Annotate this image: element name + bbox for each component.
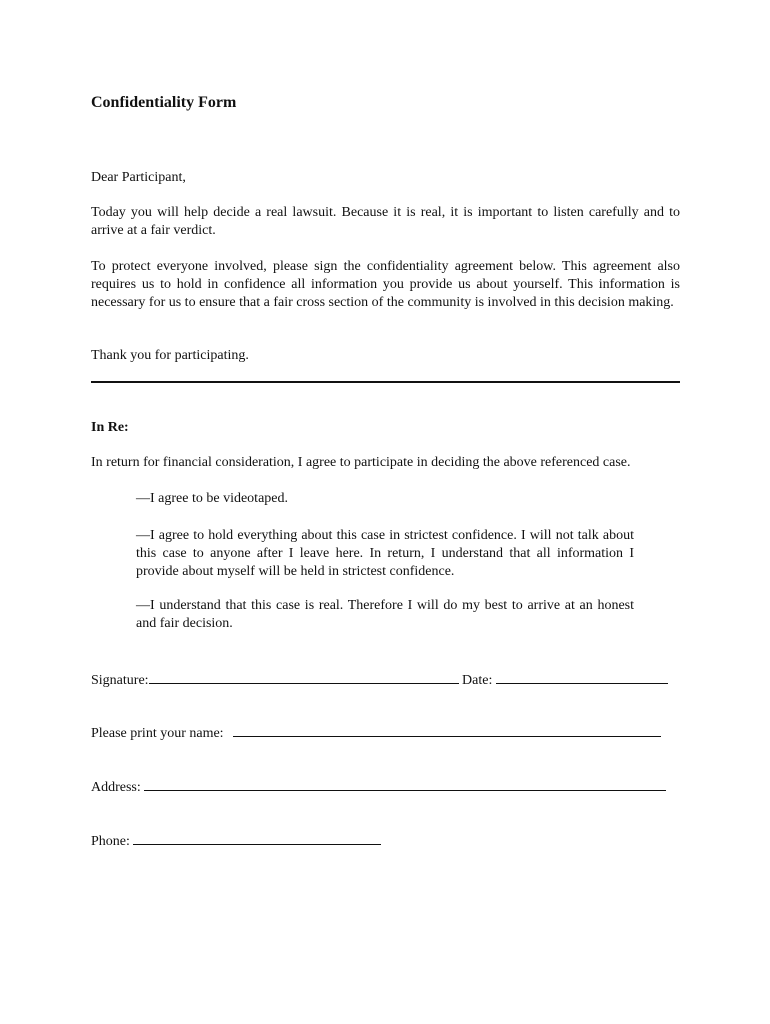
protection-paragraph: To protect everyone involved, please sign the confidentiality agreement below. This agreement also requires us to hold in confidence all information you provide us about yourself. This information is necessary for us to ensure that a fair cross section of the community is involved in this decision making. [91,259,680,310]
date-label: Date: [462,673,493,688]
address-row [91,776,666,796]
address-field[interactable] [144,776,666,791]
section-divider [91,381,680,383]
salutation: Dear Participant, [91,170,186,185]
form-title: Confidentiality Form [91,94,237,111]
address-label: Address: [91,780,141,795]
intro-paragraph: Today you will help decide a real lawsuit. Because it is real, it is important to listen carefully and to arrive at a fair verdict. [91,205,680,238]
signature-field[interactable] [149,669,459,684]
name-label: Please print your name: [91,726,224,741]
phone-label: Phone: [91,834,130,849]
name-field[interactable] [233,722,661,737]
signature-label: Signature: [91,673,149,688]
phone-row [91,830,381,850]
date-field[interactable] [496,669,668,684]
phone-field[interactable] [133,830,381,845]
in-re-label: In Re: [91,420,129,435]
agreement-item-videotaped: —I agree to be videotaped. [136,491,288,506]
agreement-intro: In return for financial consideration, I agree to participate in deciding the above referenced case. [91,455,631,470]
agreement-item-confidence: —I agree to hold everything about this case in strictest confidence. I will not talk about this case to anyone after I leave here. In return, I understand that all information I provide about myself will be held in strictest confidence. [136,528,634,579]
name-row [91,722,661,742]
agreement-item-fair-decision: —I understand that this case is real. Therefore I will do my best to arrive at an honest and fair decision. [136,598,634,631]
signature-row [91,669,668,689]
thank-you-paragraph: Thank you for participating. [91,348,249,363]
